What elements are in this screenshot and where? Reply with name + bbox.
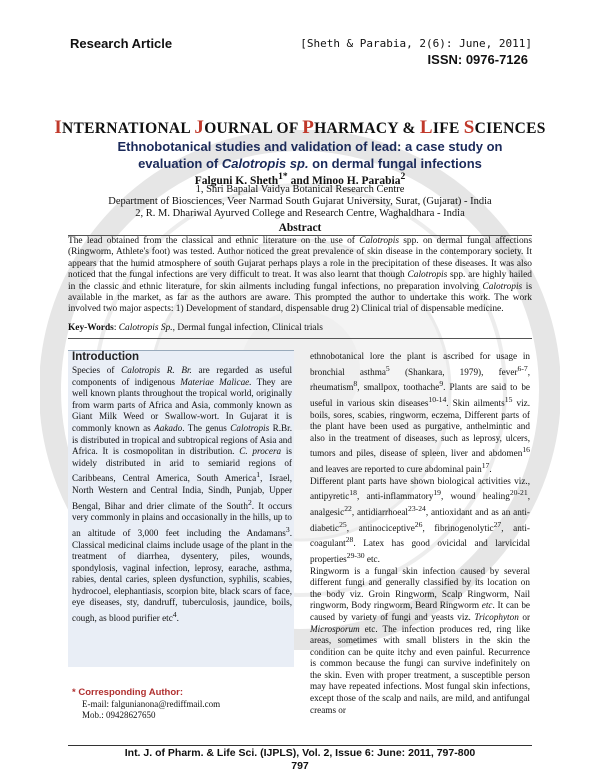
journal-name: INTERNATIONAL JOURNAL OF PHARMACY & LIFE SCIENCES: [54, 117, 546, 138]
corresponding-author-email: E-mail: falgunianona@rediffmail.com: [82, 699, 221, 709]
article-title: Ethnobotanical studies and validation of lead: a case study on evaluation of Calotropis sp. on dermal fungal infections: [117, 139, 503, 171]
keywords-rule: [68, 338, 532, 339]
introduction-text-right: ethnobotanical lore the plant is ascribed for usage in bronchial asthma$^5$ (Shankara, 1979), fever$^{6-7}$, rheumatism$^8$, smallpox, toothache$^9$. Plants are said to be useful in various skin diseases$^{10-14}$. Skin ailments$^{15}$ viz. boils, sores, scabies, ringworm, eczema, Different parts of the plant have been used as purgative, anthelmintic and also in the treatment of diseases, such as leprosy, ulcers, tumors and piles, disease of spleen, liver and abdomen$^{16}$ and leaves are reported to cure abdominal pain$^{17}$. Different plant parts have shown biological activities viz., antipyretic$^{18}$, anti-inflammatory$^{19}$, wound healing$^{20-21}$, analgesic$^{22}$, antidiarrhoeal$^{23-24}$, antioxidant and as an anti-diabetic$^{25}$, antinociceptive$^{26}$, fibrinogenolytic$^{27}$, anti-coagulant$^{28}$. Latex has good ovicidal and larvicidal properties$^{29-30}$ etc. Ringworm is a fungal skin infection caused by several different fungi and generally classified by its location on the body viz. Groin Ringworm, Scalp Ringworm, Nail ringworm, Body ringworm, Beard Ringworm etc. It can be caused by variety of fungi and yeasts viz. Tricophyton or Microsporum etc. The infection produces red, ring like areas, sometimes with small blisters in the skin the condition can be quite itchy and even painful. Recurrence is common because the fungi can survive indefinitely on the skin. Even with proper treatment, a susceptible person may have repeated infections. Most fungal skin infections, except those of the scalp and nails, are mild, and antifungal creams or: [310, 351, 531, 715]
article-type: Research Article: [70, 36, 173, 51]
footer-rule: [68, 745, 532, 746]
authors: Falguni K. Sheth$^{1*}$ and Minoo H. Parabia$^2$: [194, 171, 406, 187]
issn: ISSN: 0976-7126: [427, 52, 528, 67]
introduction-heading: Introduction: [72, 351, 140, 363]
introduction-text-left: Species of Calotropis R. Br. are regarded as useful components of indigenous Materiae Malicae. They are well known plants throughout the tropical world, originally from warm parts of Africa and Asia, commonly known as Giant Milk Weed or Swallow-wort. In Gujarat it is commonly known as Aakado. The genus Calotropis R.Br. is distributed in tropical and subtropical regions of Asia and Africa. It is cosmopolitan in distribution. C. procera is widely distributed in arid to semiarid regions of Caribbeans, Central America, South America$^1$, Israel, North Western and Central India, Sindh, Punjab, Upper Bengal, Bihar and drier climate of the South$^2$. It occurs very commonly in plains and occasionally in the hills, up to an altitude of 3,000 feet including the Andamans$^3$. Classical medicinal claims include usage of the plant in the treatment of diarrhea, dysentery, piles, wounds, spondylosis, vaginal infection, leprosy, earache, asthma, rabies, dental caries, spleen dysfunction, syphilis, scabies, hydrocoel, elephantiasis, scorpion bite, black scars of face, eye diseases, sty, dandruff, tuberculosis, jaundice, boils, cough, as blood purifier etc$^4$.: [72, 365, 293, 624]
abstract-text: The lead obtained from the classical and ethnic literature on the use of Calotropis spp. on dermal fungal affections (Ringworm, Athlete's foot) was tested. Author noticed the great prevalence of skin disease in the contemporary society. It appears that the humid atmosphere of south Gujarat perhaps plays a role in the precipitation of these diseases. It was also noticed that the fungal infections are very difficult to treat. It was also learnt that though Calotropis spp. are highly hailed in the classic and ethnic literature, for skin ailments including fungal infections, no preparation involving Calotropis is available in the market, as far as the authors are aware. This prompted the author to undertake this work. The work involved two major aspects: 1) Development of standard, dispensable drug 2) Clinical trial of dispensable medicine.: [68, 236, 532, 315]
affiliation-1: 1, Shri Bapalal Vaidya Botanical Research Centre: [195, 184, 405, 195]
affiliation-2: 2, R. M. Dhariwal Ayurved College and Research Centre, Waghaldhara - India: [135, 208, 465, 219]
affiliation-1-dept: Department of Biosciences, Veer Narmad South Gujarat University, Surat, (Gujarat) - India: [108, 196, 492, 207]
page-number: 797: [291, 760, 309, 772]
corresponding-author-heading: * Corresponding Author:: [72, 687, 183, 698]
abstract-heading: Abstract: [278, 222, 322, 234]
footer-journal-reference: Int. J. of Pharm. & Life Sci. (IJPLS), Vol. 2, Issue 6: June: 2011, 797-800: [124, 747, 476, 759]
corresponding-author-mobile: Mob.: 09428627650: [82, 710, 156, 720]
keywords: Key-Words: Calotropis Sp., Dermal fungal infection, Clinical trials: [68, 323, 323, 333]
citation-header: [Sheth & Parabia, 2(6): June, 2011]: [300, 37, 532, 50]
